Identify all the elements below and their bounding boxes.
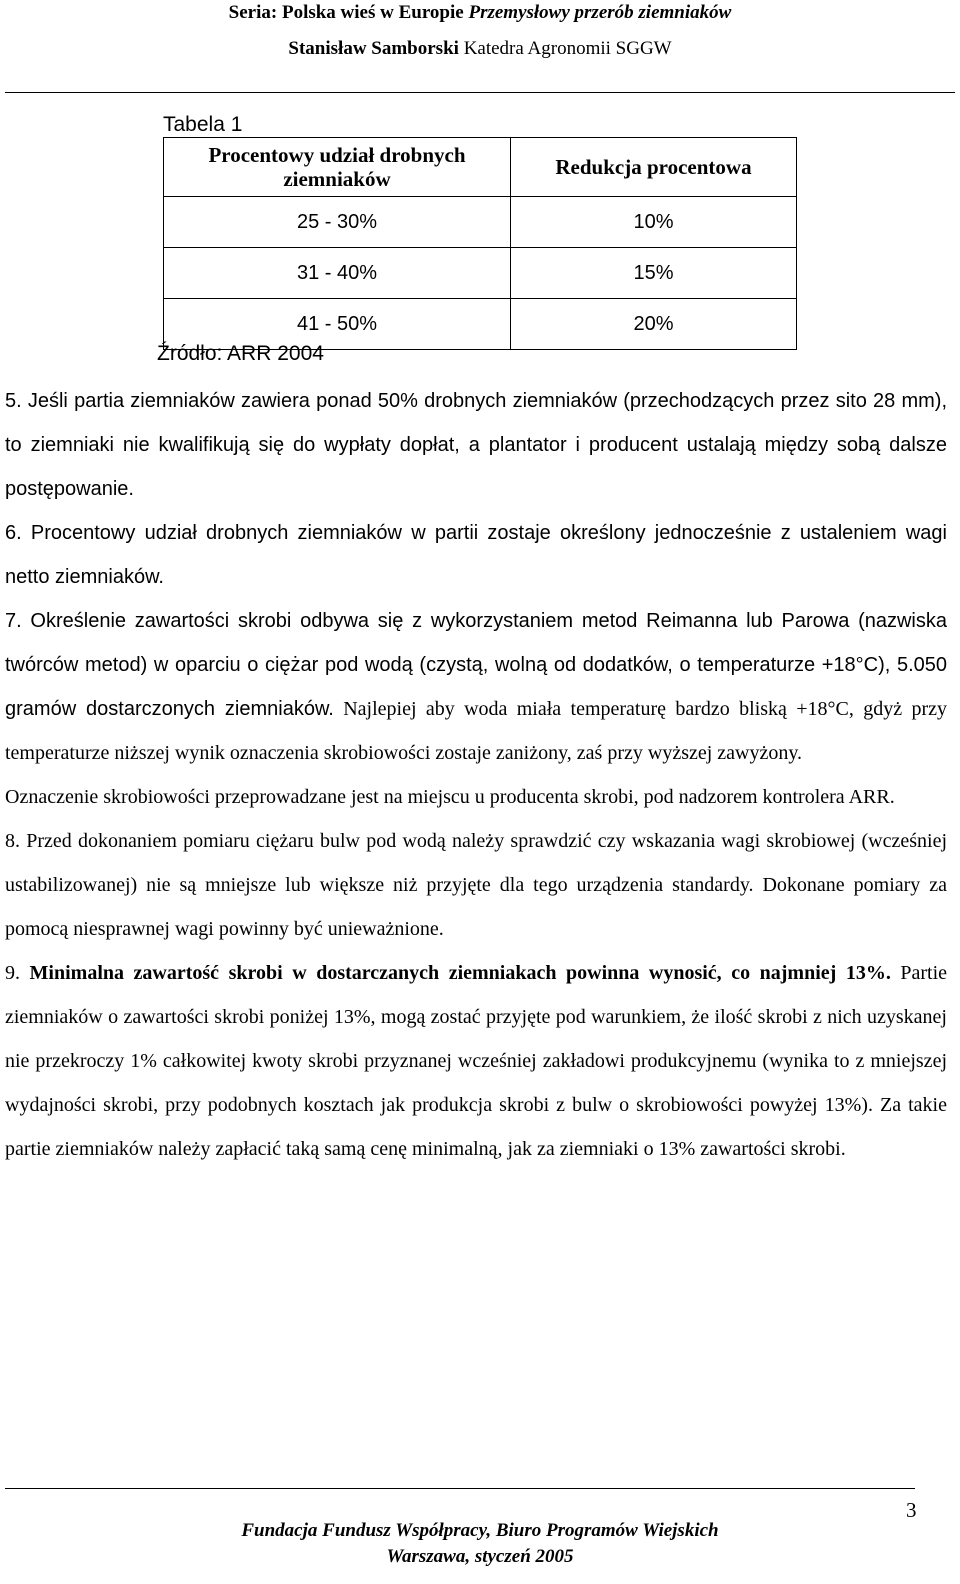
table-cell: 10% <box>511 197 797 248</box>
paragraph-9-text: Partie ziemniaków o zawartości skrobi poniżej 13%, mogą zostać przyjęte pod warunkiem, że ilość skrobi z nich uzyskanej nie przekroczy 1% całkowitej kwoty skrobi przyznanej wcześniej zakładowi produkcyjnemu (wynika to z mniejszej wydajności skrobi, przy podobnych kosztach jak produkcja skrobi z bulw o skrobiowości powyżej 13%). Za takie partie ziemniaków należy zapłacić taką samą cenę minimalną, jak za ziemniaki o 13% zawartości skrobi. <box>5 962 948 1160</box>
paragraph-7-part-2: Najlepiej aby woda miała temperaturę bardzo bliską +18°C, gdyż przy temperaturze niższej wynik oznaczenia skrobiowości zostaje zaniżony, zaś przy wyższej zawyżony. <box>5 698 947 764</box>
paragraph-7 <box>5 599 947 775</box>
department-name: Katedra Agronomii SGGW <box>463 38 672 59</box>
table-header-cell: Procentowy udział drobnych ziemniaków <box>164 138 511 197</box>
paragraph-9-emphasis: Minimalna zawartość skrobi w dostarczanych ziemniakach powinna wynosić, co najmniej 13%. <box>29 962 891 984</box>
table-cell: 31 - 40% <box>164 248 511 299</box>
series-label: Seria: Polska wieś w Europie <box>228 2 464 23</box>
footer-divider <box>5 1488 915 1489</box>
document-body <box>5 379 947 1171</box>
table-label: Tabela 1 <box>163 113 243 136</box>
paragraph-6: 6. Procentowy udział drobnych ziemniaków w partii zostaje określony jednocześnie z ustaleniem wagi netto ziemniaków. <box>5 522 947 588</box>
paragraph-9 <box>5 951 947 1171</box>
header-divider <box>5 92 955 93</box>
page-number: 3 <box>906 1498 917 1522</box>
paragraph-7-part-1: 7. Określenie zawartości skrobi odbywa się z wykorzystaniem metod Reimanna lub Parowa (nazwiska twórców metod) w oparciu o ciężar pod wodą (czystą, wolną od dodatków, o temperaturze +18°C), 5.050 gramów dostarczonych ziemniaków. <box>5 610 947 720</box>
running-header-author <box>0 38 960 60</box>
footer-organization: Fundacja Fundusz Współpracy, Biuro Programów Wiejskich <box>241 1520 719 1541</box>
table-cell: 20% <box>511 299 797 350</box>
table-source: Źródło: ARR 2004 <box>157 342 324 365</box>
reduction-table <box>163 137 797 350</box>
paragraph-5: 5. Jeśli partia ziemniaków zawiera ponad 50% drobnych ziemniaków (przechodzących przez sito 28 mm), to ziemniaki nie kwalifikują się do wypłaty dopłat, a plantator i producent ustalają między sobą dalsze postępowanie. <box>5 390 947 500</box>
author-name: Stanisław Samborski <box>288 38 459 59</box>
paragraph-7-note: Oznaczenie skrobiowości przeprowadzane jest na miejscu u producenta skrobi, pod nadzorem kontrolera ARR. <box>5 786 895 808</box>
running-header-series <box>0 2 960 24</box>
paragraph-9-number: 9. <box>5 962 30 984</box>
table-cell: 15% <box>511 248 797 299</box>
table-header-row <box>164 138 797 197</box>
paragraph-8: 8. Przed dokonaniem pomiaru ciężaru bulw pod wodą należy sprawdzić czy wskazania wagi skrobiowej (wcześniej ustabilizowanej) nie są mniejsze lub większe niż przyjęte dla tego urządzenia standardy. Dokonane pomiary za pomocą niesprawnej wagi powinny być unieważnione. <box>5 830 947 940</box>
table-row <box>164 248 797 299</box>
table-cell: 41 - 50% <box>164 299 511 350</box>
footer-place-date: Warszawa, styczeń 2005 <box>386 1546 574 1567</box>
series-title: Przemysłowy przerób ziemniaków <box>468 2 732 23</box>
table-row <box>164 197 797 248</box>
table-header-cell: Redukcja procentowa <box>511 138 797 197</box>
table-cell: 25 - 30% <box>164 197 511 248</box>
